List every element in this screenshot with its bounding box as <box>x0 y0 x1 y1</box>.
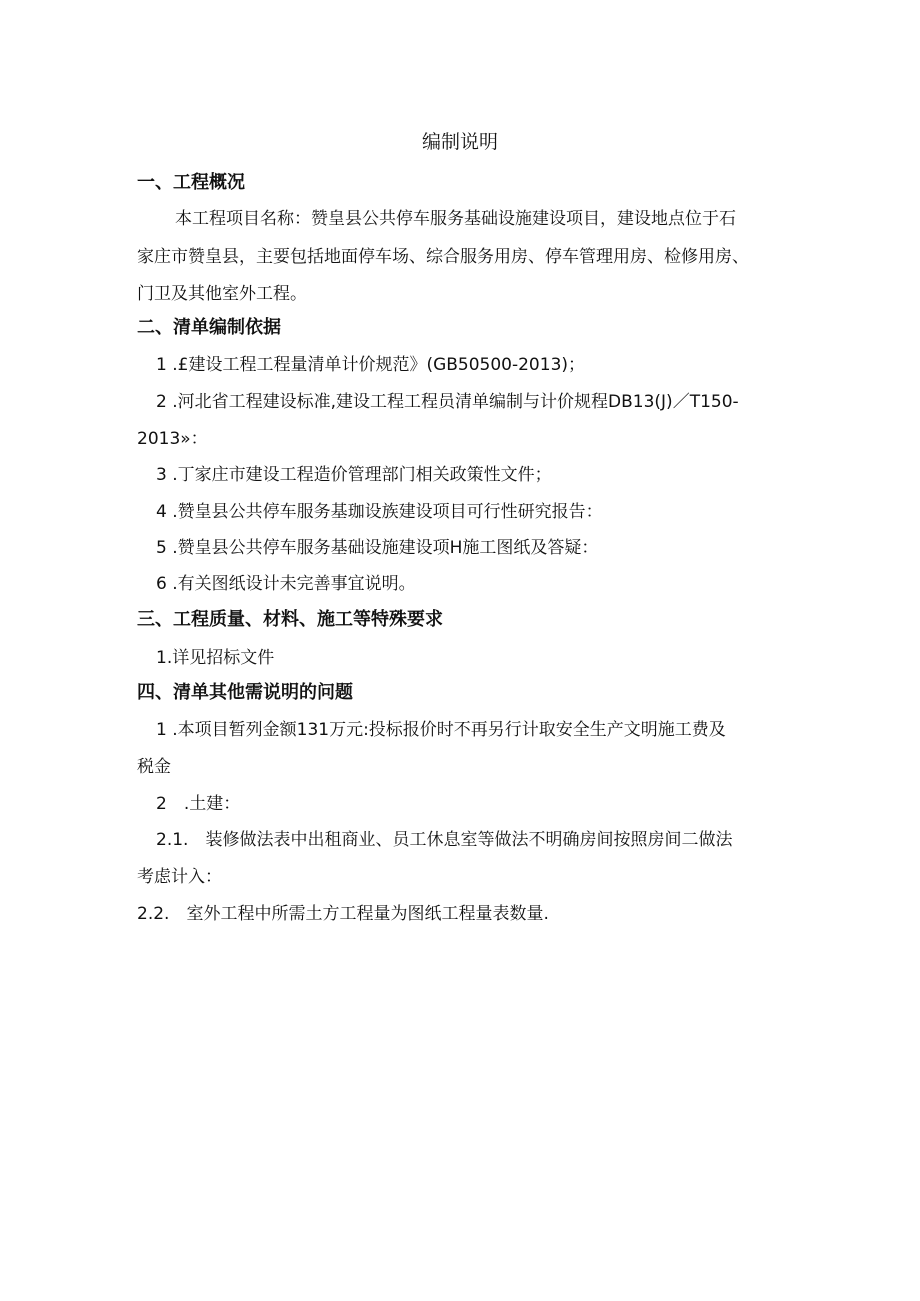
list-item-continuation: 考虑计入： <box>137 867 222 887</box>
list-item: 1.详见招标文件 <box>156 648 275 668</box>
paragraph-line: 门卫及其他室外工程。 <box>137 284 307 304</box>
list-item-continuation: 2013»： <box>137 429 208 449</box>
section-heading-requirements: 三、工程质量、材料、施工等特殊要求 <box>137 609 443 630</box>
paragraph-line: 本工程项目名称：赞皇县公共停车服务基础设施建设项目，建设地点位于石 <box>175 209 736 229</box>
list-item: 2.1. 装修做法表中出租商业、员工休息室等做法不明确房间按照房间二做法 <box>156 830 733 850</box>
list-item: 2 .河北省工程建设标准,建设工程工程员清单编制与计价规程DB13(J)／T150- <box>156 392 739 412</box>
list-item: 4 .赞皇县公共停车服务基珈设族建设项目可行性研究报告： <box>156 502 603 522</box>
list-item: 5 .赞皇县公共停车服务基础设施建设项H施工图纸及答疑： <box>156 538 599 558</box>
section-heading-overview: 一、工程概况 <box>137 172 245 193</box>
list-item: 2.2. 室外工程中所需土方工程量为图纸工程量表数量. <box>137 904 549 924</box>
list-item: 1 .£建设工程工程量清单计价规范》(GB50500-2013)； <box>156 355 586 375</box>
list-item: 3 .丁家庄市建设工程造价管理部门相关政策性文件； <box>156 465 552 485</box>
paragraph-line: 家庄市赞皇县，主要包括地面停车场、综合服务用房、停车管理用房、检修用房、 <box>137 247 749 267</box>
list-item: 1 .本项目暂列金额131万元:投标报价时不再另行计取安全生产文明施工费及 <box>156 720 726 740</box>
list-item-continuation: 税金 <box>137 757 171 777</box>
list-item: 2 .土建： <box>156 794 241 814</box>
document-title: 编制说明 <box>421 131 498 153</box>
section-heading-basis: 二、清单编制依据 <box>137 317 281 338</box>
section-heading-other-issues: 四、清单其他需说明的问题 <box>137 682 353 703</box>
list-item: 6 .有关图纸设计未完善事宜说明。 <box>156 574 416 594</box>
